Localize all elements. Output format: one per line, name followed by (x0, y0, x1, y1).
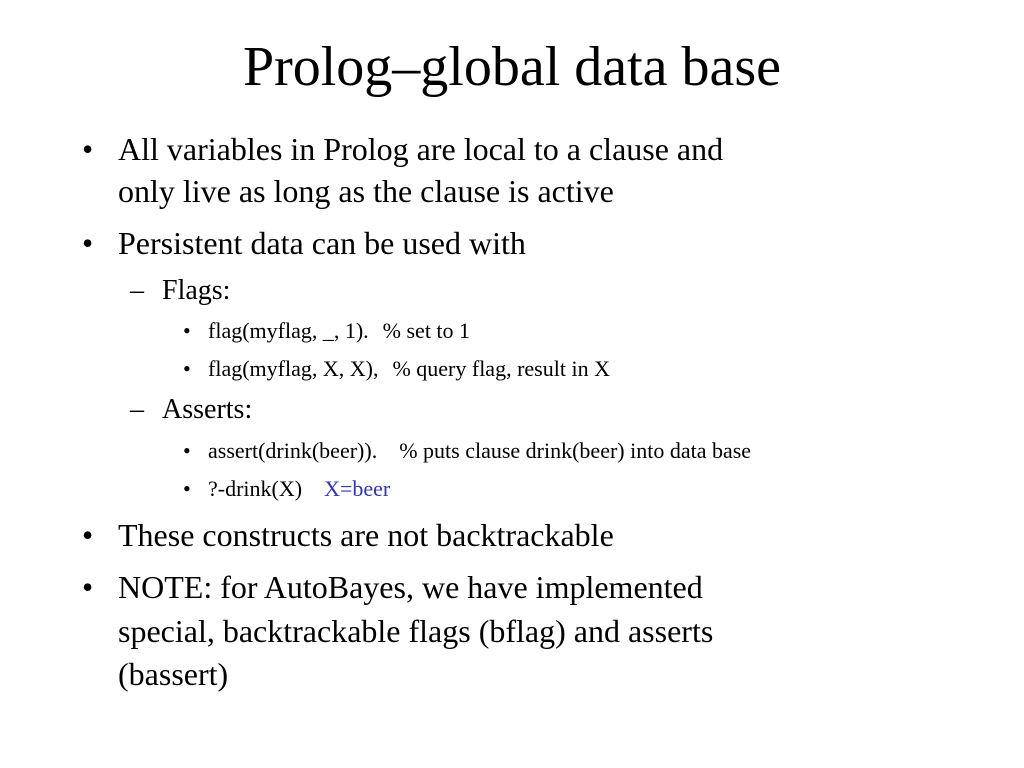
dash-icon: – (130, 394, 144, 425)
bullet-text: only live as long as the clause is active (118, 173, 614, 209)
bullet-text: All variables in Prolog are local to a clause and (118, 131, 724, 167)
bullet-icon: • (82, 569, 94, 605)
code-text: ?-drink(X) (208, 476, 303, 501)
bullet-text: Persistent data can be used with (118, 225, 526, 261)
bullet-icon: • (183, 356, 191, 381)
bullet-icon: • (183, 438, 191, 463)
bullet-text: These constructs are not backtrackable (118, 517, 614, 553)
sub-item-label: Flags: (162, 275, 231, 306)
code-example-set-flag (183, 316, 471, 346)
bullet-text: special, backtrackable flags (bflag) and asserts (118, 613, 714, 649)
code-example-query-flag (183, 354, 610, 384)
code-example-query-drink (183, 474, 391, 504)
bullet-item-autobayes-note-cont2 (118, 653, 228, 695)
sub-item-flags (130, 273, 231, 309)
query-result: X=beer (324, 476, 391, 501)
bullet-icon: • (183, 476, 191, 501)
bullet-item-autobayes-note (82, 566, 703, 608)
bullet-item-persistent-data (82, 222, 526, 264)
code-example-assert (183, 436, 752, 466)
bullet-item-local-variables-cont (118, 170, 614, 212)
code-comment: % puts clause drink(beer) into data base (399, 438, 752, 463)
code-comment: % query flag, result in X (392, 356, 610, 381)
bullet-icon: • (82, 517, 94, 553)
sub-item-asserts (130, 392, 253, 428)
code-text: flag(myflag, X, X), (208, 356, 379, 381)
bullet-icon: • (183, 318, 191, 343)
slide-title: Prolog–global data base (242, 36, 782, 98)
bullet-item-local-variables (82, 128, 724, 170)
sub-item-label: Asserts: (162, 394, 253, 425)
code-text: assert(drink(beer)). (208, 438, 378, 463)
code-comment: % set to 1 (382, 318, 471, 343)
bullet-item-autobayes-note-cont (118, 610, 713, 652)
code-text: flag(myflag, _, 1). (208, 318, 369, 343)
bullet-icon: • (82, 225, 94, 261)
bullet-item-not-backtrackable (82, 514, 614, 556)
bullet-icon: • (82, 131, 94, 167)
bullet-text: (bassert) (118, 656, 229, 692)
dash-icon: – (130, 275, 144, 306)
bullet-text: NOTE: for AutoBayes, we have implemented (118, 569, 703, 605)
